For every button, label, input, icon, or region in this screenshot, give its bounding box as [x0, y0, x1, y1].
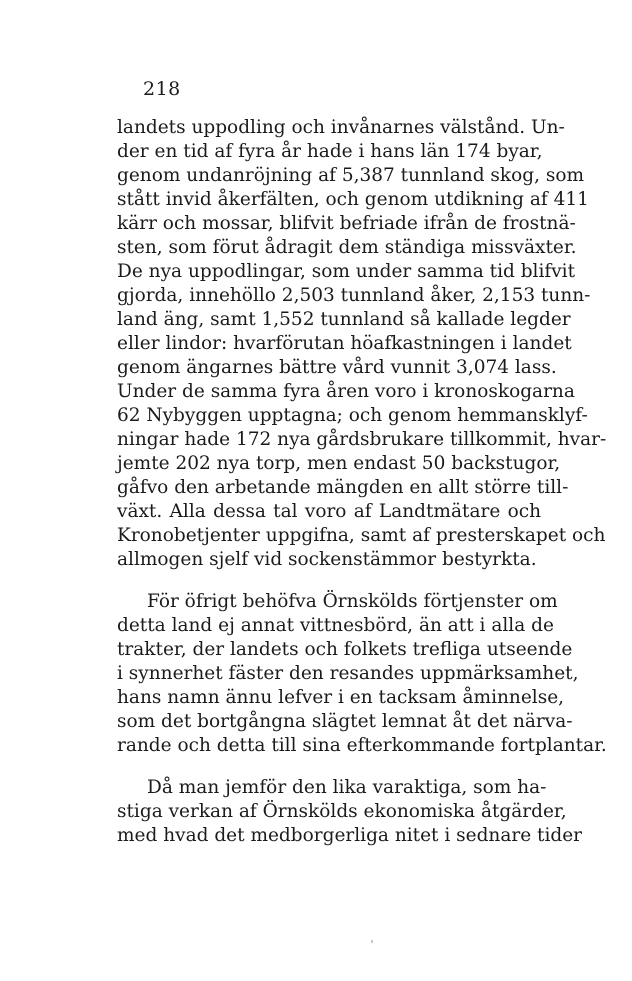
text-line: Kronobetjenter uppgifna, samt af presterskapet och [117, 525, 606, 546]
text-line: För öfrigt behöfva Örnskölds förtjenster om [147, 591, 558, 612]
text-line: 62 Nybyggen upptagna; och genom hemmansklyf- [117, 405, 588, 426]
text-line: landets uppodling och invånarnes välstånd. Un- [117, 117, 565, 138]
text-line: der en tid af fyra år hade i hans län 174 byar, [117, 141, 543, 162]
text-line: stiga verkan af Örnskölds ekonomiska åtgärder, [117, 801, 567, 822]
text-line: gjorda, innehöllo 2,503 tunnland åker, 2,153 tunn- [117, 285, 591, 306]
text-line: Då man jemför den lika varaktiga, som ha- [147, 777, 547, 798]
text-line: land äng, samt 1,552 tunnland så kallade legder [117, 309, 571, 330]
text-line: med hvad det medborgerliga nitet i sednare tider [117, 825, 583, 846]
text-line: stått invid åkerfälten, och genom utdikning af 411 [117, 189, 589, 210]
text-line: jemte 202 nya torp, men endast 50 backstugor, [117, 453, 561, 474]
text-line: detta land ej annat vittnesbörd, än att i alla de [117, 615, 554, 636]
text-line: rande och detta till sina efterkommande fortplantar. [117, 735, 607, 756]
text-line: växt. Alla dessa tal voro af Landtmätare och [117, 501, 541, 522]
text-line: eller lindor: hvarförutan höafkastningen i landet [117, 333, 572, 354]
text-line: sten, som förut ådragit dem ständiga missväxter. [117, 237, 577, 258]
text-line: genom ängarnes bättre vård vunnit 3,074 lass. [117, 357, 557, 378]
text-line: De nya uppodlingar, som under samma tid blifvit [117, 261, 576, 282]
text-line: i synnerhet fäster den resandes uppmärksamhet, [117, 663, 579, 684]
text-line: Under de samma fyra åren voro i kronoskogarna [117, 381, 575, 402]
text-line: hans namn ännu lefver i en tacksam åminnelse, [117, 687, 565, 708]
text-line: trakter, der landets och folkets trefliga utseende [117, 639, 573, 660]
text-line: som det bortgångna slägtet lemnat åt det närva- [117, 711, 573, 732]
text-line: kärr och mossar, blifvit befriade ifrån de frostnä- [117, 213, 576, 234]
text-line: allmogen sjelf vid sockenstämmor bestyrkta. [117, 549, 537, 570]
paper-speck [371, 940, 373, 943]
text-line: gåfvo den arbetande mängden en allt större till- [117, 477, 569, 498]
text-line: genom undanröjning af 5,387 tunnland skog, som [117, 165, 585, 186]
text-line: ningar hade 172 nya gårdsbrukare tillkommit, hvar- [117, 429, 607, 450]
page-number: 218 [143, 78, 181, 100]
